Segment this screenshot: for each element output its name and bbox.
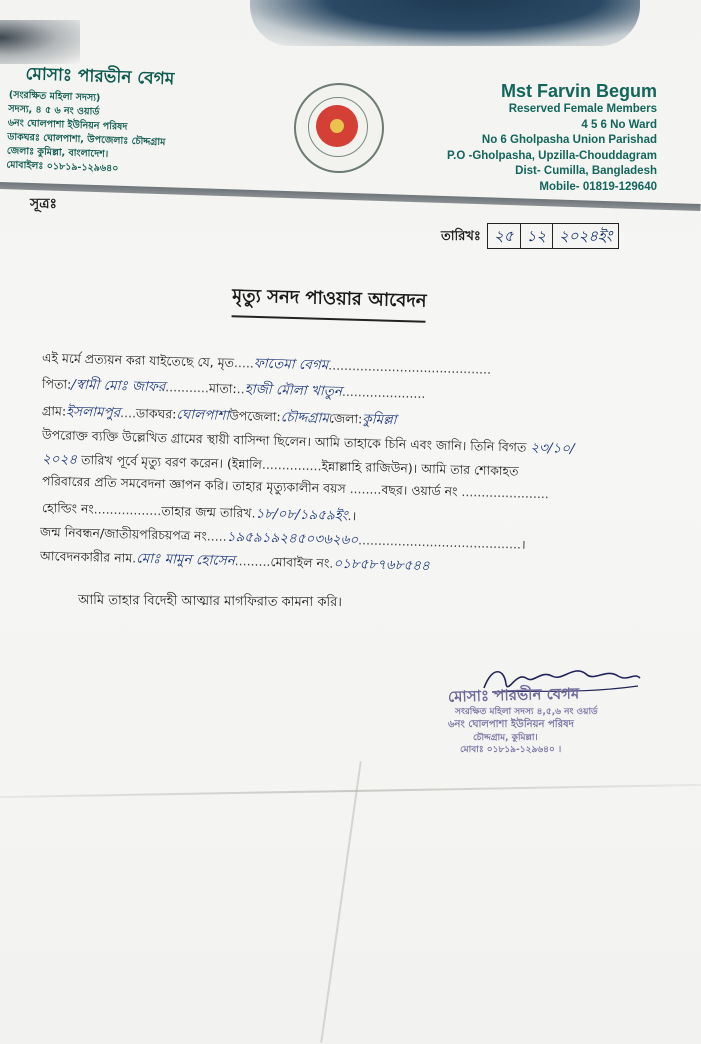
mobile-value: ০১৮৫৮৭৬৮৫৪৪ — [333, 555, 430, 575]
form-line-9: আবেদনকারীর নাম.মোঃ মামুন হোসেন.........মোবাইল নং.০১৮৫৮৭৬৮৫৪৪ — [40, 545, 430, 578]
letterhead-right-line: P.O -Gholpasha, Upzilla-Chouddagram — [446, 149, 657, 162]
death-date-part1: ২৩/১০/ — [530, 439, 575, 457]
reference-label: সূত্রঃ — [30, 196, 57, 212]
line6-text2: বছর। ওয়ার্ড নং — [381, 481, 458, 499]
deceased-name: ফাতেমা বেগম — [253, 355, 329, 374]
date-box — [487, 223, 619, 249]
form-line-1: এই মর্মে প্রত্যয়ন করা যাইতেছে যে, মৃত.....ফাতেমা বেগম......................................... — [41, 350, 492, 377]
form-line-5: ২০২৪ তারিখ পূর্বে মৃত্যু বরণ করেন। (ইন্নালি...............ইন্নাল্লাহি রাজিউন)। আমি তার শোকাহত — [42, 448, 519, 483]
letterhead-right-line: 4 5 6 No Ward — [581, 118, 657, 131]
line4-text: উপরোক্ত ব্যক্তি উল্লেখিত গ্রামের স্থায়ী বাসিন্দা ছিলেন। আমি তাহাকে চিনি এবং জানি। তিনি বিগত — [41, 427, 527, 455]
letterhead-right-line: No 6 Gholpasha Union Parishad — [481, 134, 657, 146]
district-value: কুমিল্লা — [362, 411, 397, 429]
paper-fold — [0, 784, 701, 798]
applicant-value: মোঃ মামুন হোসেন — [136, 550, 235, 570]
mother-value: হাজী মৌলা খাতুন — [244, 381, 343, 400]
district-label: জেলা: — [328, 410, 363, 427]
form-line-2: পিতা:/স্বামী মোঃ জাফর...........মাতা:..হাজী মৌলা খাতুন..................... — [42, 373, 426, 406]
letterhead-left-name: মোসাঃ পারভীন বেগম — [25, 64, 175, 90]
line6-text: পরিবারের প্রতি সমবেদনা জ্ঞাপন করি। তাহার মৃত্যুকালীন বয়স — [41, 473, 346, 496]
holding-label: হোল্ডিং নং — [41, 500, 94, 517]
signatory-stamp-line: চৌদ্দগ্রাম, কুমিল্লা। — [473, 733, 538, 743]
letterhead-right-line: Dist- Cumilla, Bangladesh — [515, 165, 657, 177]
letterhead-right-line: Mobile- 01819-129640 — [539, 180, 657, 193]
birthdate-label: তাহার জন্ম তারিখ — [161, 503, 252, 521]
letterhead-left-line: সদস্য, ৪ ৫ ৬ নং ওয়ার্ড — [8, 103, 100, 118]
letterhead-left-line: জেলাঃ কুমিল্লা, বাংলাদেশ। — [6, 145, 109, 161]
date-month: ১২ — [521, 224, 554, 248]
post-label: ডাকঘর: — [135, 405, 177, 422]
applicant-label: আবেদনকারীর নাম — [39, 548, 133, 566]
letterhead-left-line: ডাকঘরঃ ঘোলপাশা, উপজেলাঃ চৌদ্দগ্রাম — [7, 131, 166, 149]
photo-shadow-left — [0, 20, 80, 64]
form-line-8: জন্ম নিবন্ধন/জাতীয়পরিচয়পত্র নং.....১৯৫৯১৯২৪৫০৩৬২৬০.........................................। — [39, 524, 526, 552]
form-line-7: হোল্ডিং নং.................তাহার জন্ম তারিখ.১৮/০৮/১৯৫৯ইং.। — [42, 497, 357, 528]
government-seal-icon — [294, 83, 384, 173]
upazila-label: উপজেলা: — [228, 407, 281, 425]
letterhead-right — [447, 80, 657, 195]
line5-text2: ইন্নাল্লাহি রাজিউন)। আমি তার শোকাহত — [321, 458, 519, 479]
line5-text: তারিখ পূর্বে মৃত্যু বরণ করেন। (ইন্নালি — [80, 452, 263, 472]
line1-prefix: এই মর্মে প্রত্যয়ন করা যাইতেছে যে, মৃত — [41, 350, 235, 371]
signatory-stamp-line: সংরক্ষিত মহিলা সদস্য ৪,৫,৬ নং ওয়ার্ড — [455, 707, 598, 717]
village-value: ইসলামপুর — [65, 403, 121, 422]
village-label: গ্রাম: — [41, 403, 67, 419]
signatory-stamp-name: মোসাঃ পারভীন বেগম — [447, 684, 580, 706]
letterhead-right-line: Reserved Female Members — [508, 103, 657, 115]
father-value: /স্বামী মোঃ জাফর — [71, 376, 166, 396]
date-label: তারিখঃ — [441, 229, 481, 244]
father-label: পিতা: — [41, 376, 72, 392]
nid-label: জন্ম নিবন্ধন/জাতীয়পরিচয়পত্র নং — [39, 524, 208, 544]
prayer-text: আমি তাহার বিদেহী আত্মার মাগফিরাত কামনা করি। — [77, 592, 343, 611]
nid-value: ১৯৫৯১৯২৪৫০৩৬২৬০ — [226, 528, 359, 549]
document-title: মৃত্যু সনদ পাওয়ার আবেদন — [232, 281, 427, 322]
date-day: ২৫ — [488, 224, 521, 248]
signatory-stamp-line: মোবাঃ ০১৮১৯-১২৯৬৪০ । — [460, 745, 562, 755]
mother-label: মাতা: — [208, 380, 237, 397]
letterhead-left — [6, 61, 210, 180]
letterhead-left-line: মোবাইলঃ ০১৮১৯-১২৯৬৪০ — [6, 159, 119, 175]
post-value: ঘোলপাশা — [176, 406, 230, 424]
date-year: ২০২৪ইং — [559, 227, 613, 245]
letterhead-right-name: Mst Farvin Begum — [500, 81, 657, 101]
upazila-value: চৌদ্দগ্রাম — [280, 409, 330, 427]
birthdate-value: ১৮/০৮/১৯৫৯ইং — [255, 505, 348, 524]
letterhead-left-line: (সংরক্ষিত মহিলা সদস্য) — [8, 89, 101, 104]
paper-fold — [320, 761, 362, 1043]
photo-shadow — [250, 0, 640, 46]
form-line-6: পরিবারের প্রতি সমবেদনা জ্ঞাপন করি। তাহার মৃত্যুকালীন বয়স ........বছর। ওয়ার্ড নং ...................... — [41, 473, 550, 502]
form-line-3: গ্রাম:ইসলামপুর....ডাকঘর:ঘোলপাশাউপজেলা:চৌদ্দগ্রামজেলা:কুমিল্লা — [42, 400, 397, 432]
signatory-stamp-line: ৬নং ঘোলপাশা ইউনিয়ন পরিষদ — [448, 719, 574, 730]
death-year: ২০২৪ — [41, 451, 78, 468]
letterhead-left-line: ৬নং ঘোলপাশা ইউনিয়ন পরিষদ — [7, 117, 128, 133]
mobile-label: মোবাইল নং — [270, 554, 330, 571]
